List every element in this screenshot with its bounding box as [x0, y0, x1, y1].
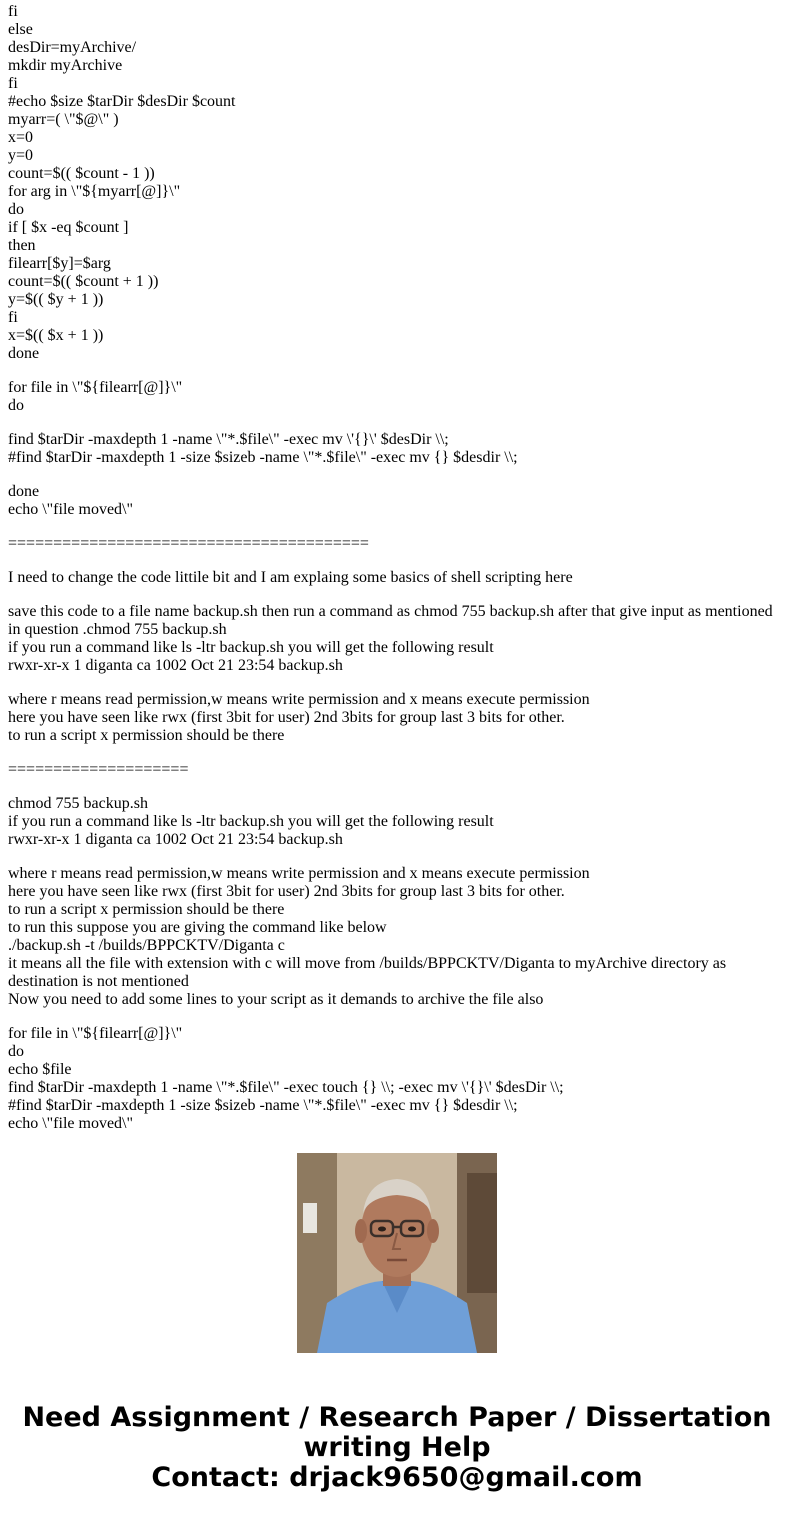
promo-banner [0, 1403, 794, 1493]
text-line: #find $tarDir -maxdepth 1 -size $sizeb -name \"*.$file\" -exec mv {} $desdir \\; [8, 1097, 518, 1114]
text-line: to run this suppose you are giving the command like below [8, 919, 387, 936]
text-line: I need to change the code littile bit and I am explaing some basics of shell scripting here [8, 569, 573, 586]
text-line: to run a script x permission should be there [8, 727, 285, 744]
text-line: where r means read permission,w means write permission and x means execute permission [8, 691, 590, 708]
text-line: fi [8, 75, 18, 92]
text-line: fi [8, 3, 18, 20]
text-line: x=$(( $x + 1 )) [8, 327, 104, 344]
text-line: echo $file [8, 1061, 72, 1078]
text-line: done [8, 345, 40, 362]
text-paragraph [8, 603, 786, 675]
text-line: save this code to a file name backup.sh then run a command as chmod 755 backup.sh after that give input as mentioned in question .chmod 755 backup.sh [8, 603, 777, 638]
text-line: ======================================== [8, 535, 369, 552]
text-line: #find $tarDir -maxdepth 1 -size $sizeb -name \"*.$file\" -exec mv {} $desdir \\; [8, 449, 518, 466]
text-line: for arg in \"${myarr[@]}\" [8, 183, 181, 200]
text-paragraph [8, 691, 786, 745]
text-line: y=$(( $y + 1 )) [8, 291, 104, 308]
text-line: for file in \"${filearr[@]}\" [8, 1025, 183, 1042]
text-line: desDir=myArchive/ [8, 39, 137, 56]
text-line: do [8, 1043, 24, 1060]
text-line: y=0 [8, 147, 34, 164]
text-line: then [8, 237, 36, 254]
text-paragraph [8, 569, 786, 587]
text-line: #echo $size $tarDir $desDir $count [8, 93, 236, 110]
text-line: do [8, 201, 24, 218]
text-line: echo \"file moved\" [8, 501, 134, 518]
text-line: where r means read permission,w means write permission and x means execute permission [8, 865, 590, 882]
text-line: it means all the file with extension with c will move from /builds/BPPCKTV/Diganta to myArchive directory as destination is not mentioned [8, 955, 731, 990]
promo-line-1: Need Assignment / Research Paper / Dissertation [22, 1402, 772, 1433]
text-line: ==================== [8, 761, 189, 778]
text-line: done [8, 483, 40, 500]
text-line: else [8, 21, 33, 38]
text-line: rwxr-xr-x 1 diganta ca 1002 Oct 21 23:54 backup.sh [8, 831, 343, 848]
text-paragraph [8, 865, 786, 1009]
text-line: for file in \"${filearr[@]}\" [8, 379, 183, 396]
text-line: Now you need to add some lines to your script as it demands to archive the file also [8, 991, 544, 1008]
author-photo [297, 1153, 497, 1353]
text-paragraph [8, 3, 786, 363]
text-line: count=$(( $count + 1 )) [8, 273, 159, 290]
text-line: find $tarDir -maxdepth 1 -name \"*.$file\" -exec mv \'{}\' $desDir \\; [8, 431, 449, 448]
text-line: myarr=( \"$@\" ) [8, 111, 119, 128]
text-line: if you run a command like ls -ltr backup.sh you will get the following result [8, 639, 494, 656]
text-line: fi [8, 309, 18, 326]
text-line: if [ $x -eq $count ] [8, 219, 129, 236]
answer-text [8, 3, 786, 1132]
text-line: find $tarDir -maxdepth 1 -name \"*.$file\" -exec touch {} \\; -exec mv \'{}\' $desDir \\; [8, 1079, 564, 1096]
text-line: if you run a command like ls -ltr backup.sh you will get the following result [8, 813, 494, 830]
text-paragraph [8, 431, 786, 467]
text-paragraph [8, 761, 786, 779]
text-line: ./backup.sh -t /builds/BPPCKTV/Diganta c [8, 937, 285, 954]
text-line: here you have seen like rwx (first 3bit for user) 2nd 3bits for group last 3 bits for other. [8, 883, 565, 900]
text-paragraph [8, 535, 786, 553]
text-line: do [8, 397, 24, 414]
text-line: here you have seen like rwx (first 3bit for user) 2nd 3bits for group last 3 bits for other. [8, 709, 565, 726]
text-line: count=$(( $count - 1 )) [8, 165, 155, 182]
promo-line-3: Contact: drjack9650@gmail.com [151, 1462, 643, 1493]
text-paragraph [8, 379, 786, 415]
text-paragraph [8, 1025, 786, 1133]
text-line: mkdir myArchive [8, 57, 123, 74]
text-line: echo \"file moved\" [8, 1115, 134, 1132]
promo-line-2: writing Help [303, 1432, 491, 1463]
text-line: to run a script x permission should be there [8, 901, 285, 918]
text-paragraph [8, 795, 786, 849]
text-line: filearr[$y]=$arg [8, 255, 111, 272]
person-portrait-icon [297, 1153, 497, 1353]
text-line: chmod 755 backup.sh [8, 795, 148, 812]
text-line: rwxr-xr-x 1 diganta ca 1002 Oct 21 23:54 backup.sh [8, 657, 343, 674]
text-paragraph [8, 483, 786, 519]
text-line: x=0 [8, 129, 34, 146]
